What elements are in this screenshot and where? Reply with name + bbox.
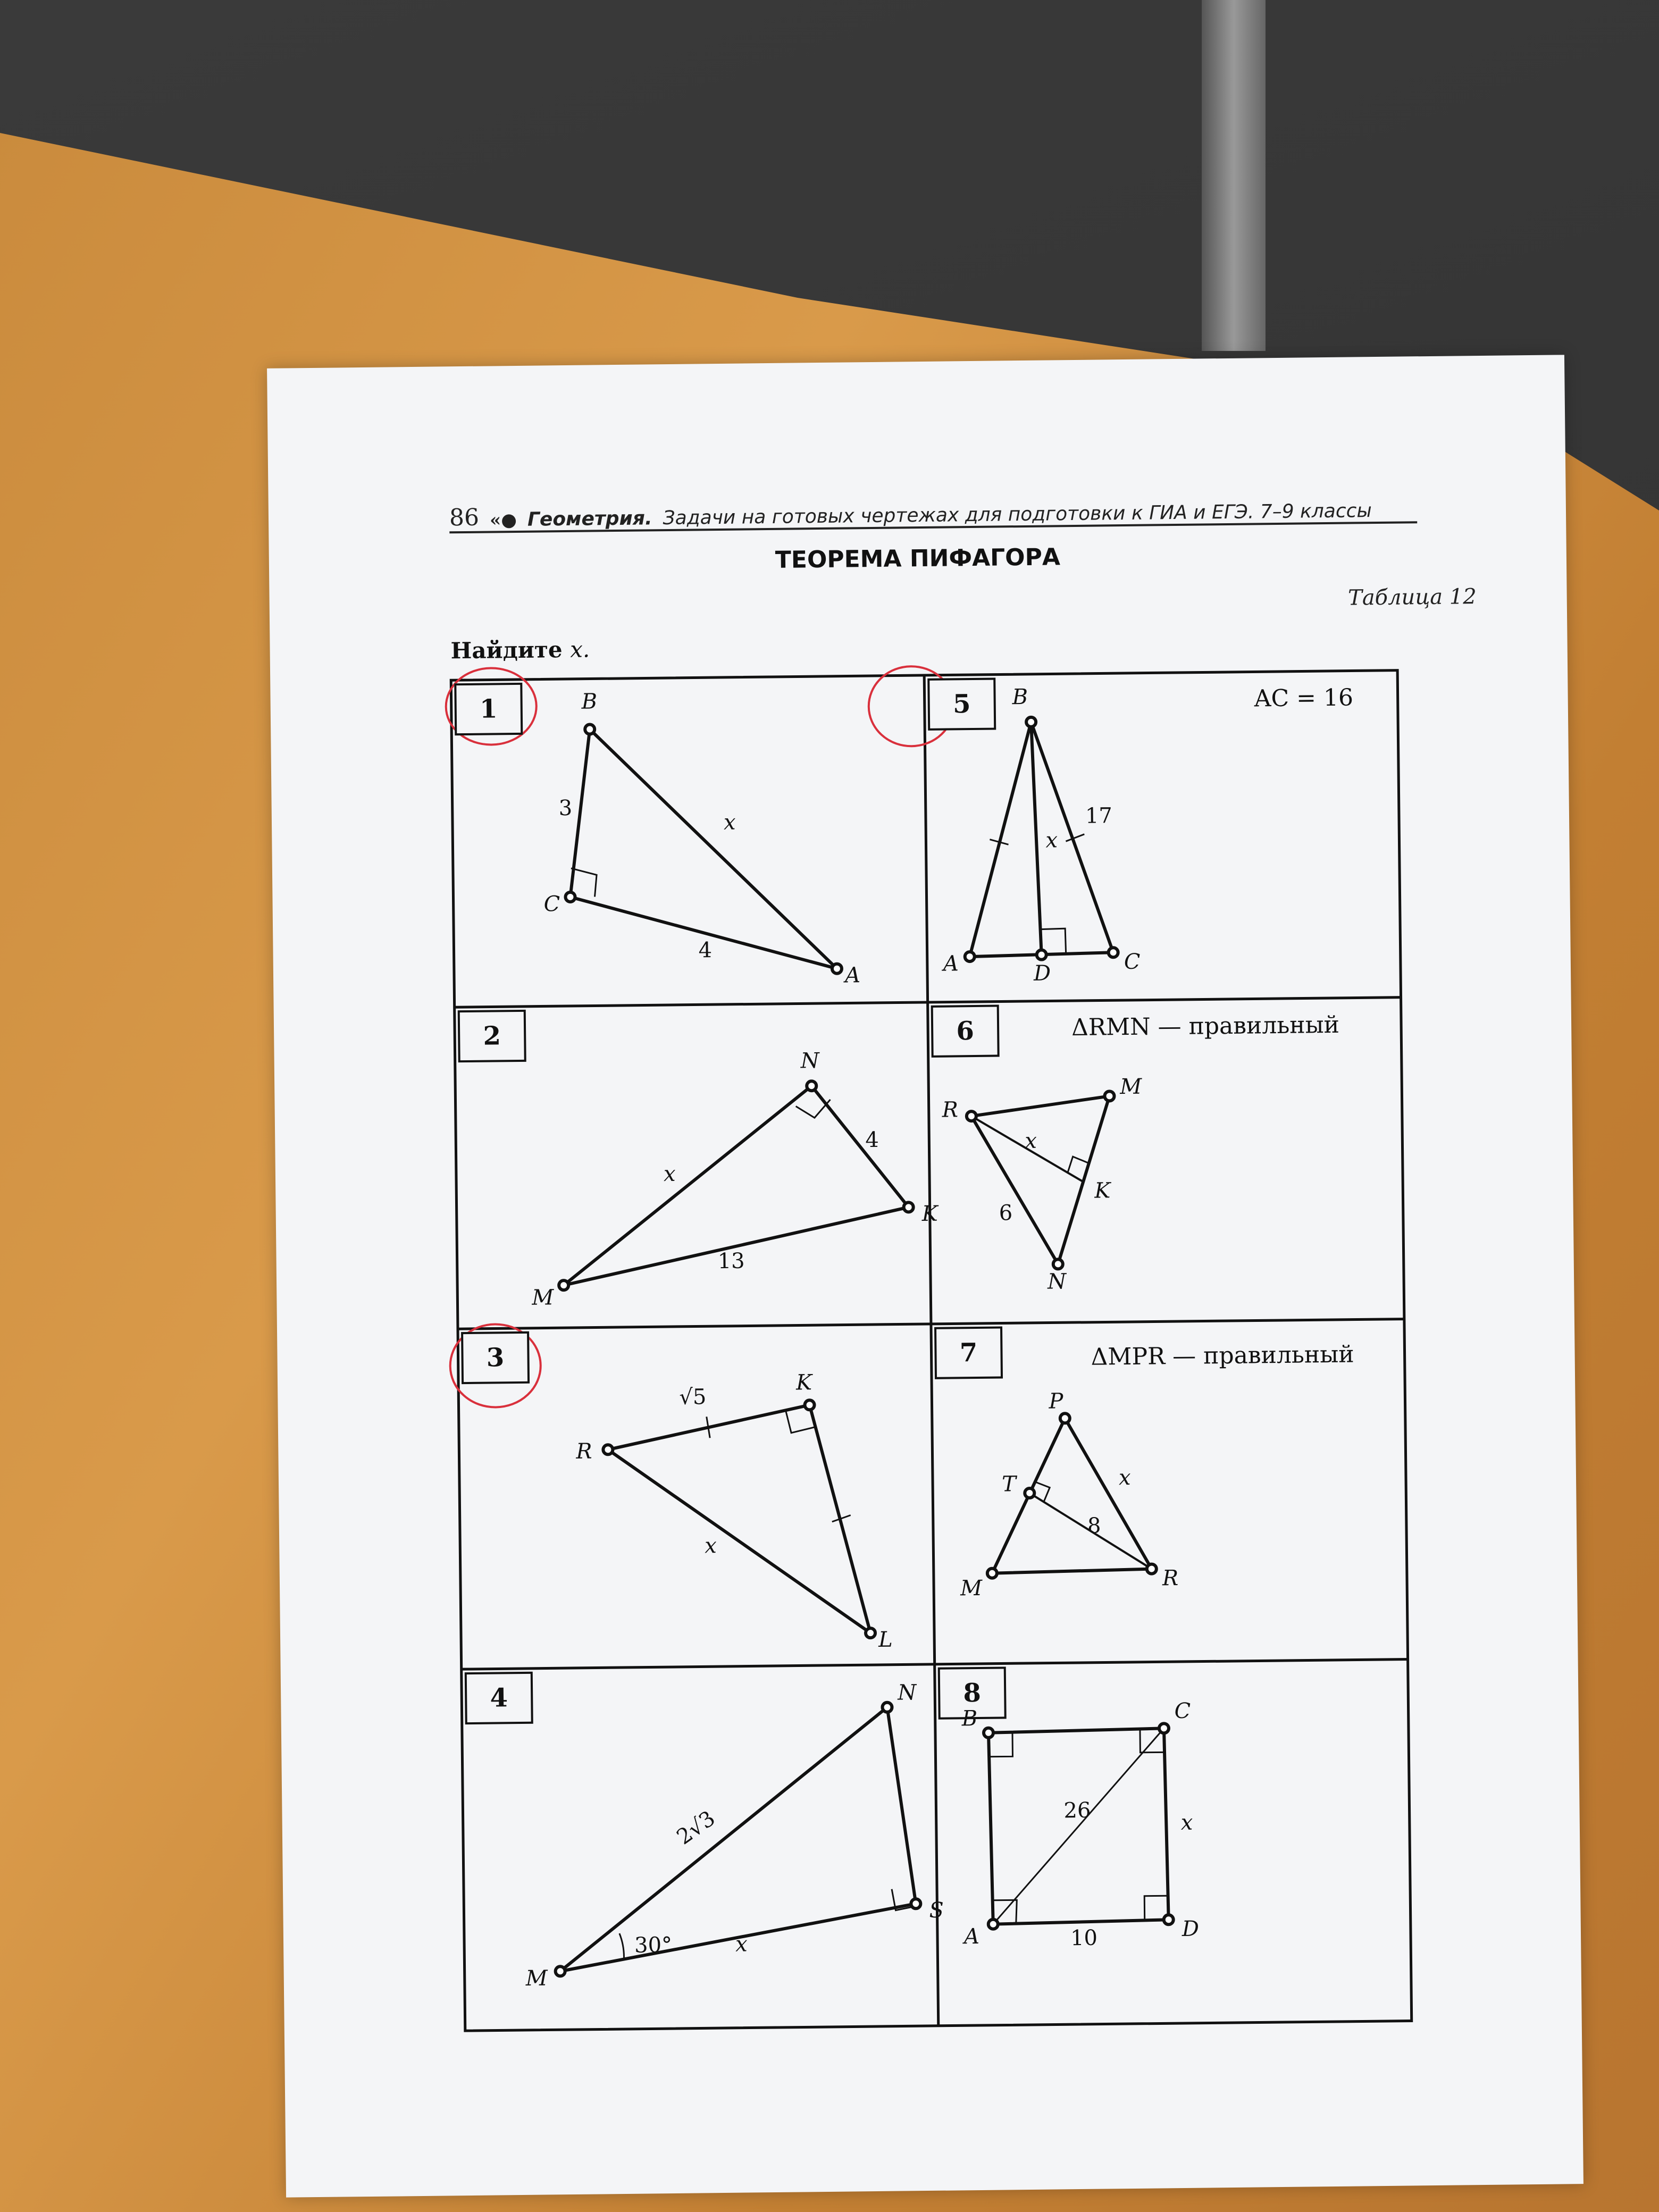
figure-6-triangle	[966, 1091, 1116, 1270]
p5-vertex-c: C	[1124, 949, 1141, 975]
p1-vertex-c: C	[543, 892, 560, 917]
p6-vertex-n: N	[1047, 1269, 1067, 1294]
book-subject: Геометрия.	[527, 507, 652, 531]
worksheet-page	[267, 355, 1583, 2197]
p7-side: x	[1118, 1465, 1131, 1490]
problem-number-3: 3	[461, 1331, 530, 1384]
p4-vertex-s: S	[929, 1898, 944, 1923]
p8-diagonal: 26	[1063, 1798, 1091, 1823]
problem-number-6: 6	[931, 1005, 1000, 1058]
p7-vertex-r: R	[1162, 1566, 1179, 1591]
figure-3-triangle	[602, 1400, 875, 1640]
p5-vertex-b: B	[1012, 684, 1028, 710]
problem-5-condition: AC = 16	[1254, 684, 1354, 713]
p6-vertex-k: K	[1094, 1178, 1111, 1203]
problem-number-2: 2	[458, 1010, 526, 1062]
p3-side-rl: x	[705, 1534, 717, 1559]
p3-vertex-r: R	[576, 1439, 592, 1464]
p2-side-nk: 4	[865, 1127, 879, 1153]
p7-height: 8	[1087, 1513, 1101, 1538]
p2-vertex-k: K	[921, 1201, 938, 1227]
figure-8-rectangle	[984, 1723, 1174, 1929]
p1-vertex-b: B	[581, 689, 598, 714]
p8-side-ad: 10	[1070, 1925, 1098, 1951]
p8-vertex-c: C	[1174, 1698, 1191, 1724]
book-subtitle: Задачи на готовых чертежах для подготовки к ГИА и ЕГЭ. 7–9 классы	[663, 500, 1372, 530]
p5-side-bc: 17	[1085, 803, 1113, 828]
figure-5-triangle	[962, 716, 1118, 961]
page-title: ТЕОРЕМА ПИФАГОРА	[775, 543, 1061, 574]
p4-side-mn: 2√3	[672, 1806, 720, 1850]
p4-vertex-n: N	[897, 1680, 917, 1705]
p6-vertex-m: M	[1120, 1074, 1142, 1100]
p5-height: x	[1045, 828, 1058, 853]
problem-7-condition: ΔMPR — правильный	[1091, 1340, 1354, 1371]
problem-number-8: 8	[938, 1666, 1007, 1719]
problem-number-1: 1	[454, 683, 523, 735]
p1-vertex-a: A	[844, 963, 861, 988]
p5-vertex-d: D	[1033, 961, 1051, 986]
p6-vertex-r: R	[942, 1097, 959, 1122]
p2-vertex-n: N	[800, 1049, 819, 1074]
p7-vertex-p: P	[1049, 1389, 1063, 1414]
p2-side-mn: x	[663, 1161, 676, 1187]
problem-number-5: 5	[927, 678, 996, 731]
p2-vertex-m: M	[532, 1285, 554, 1310]
p2-side-mk: 13	[717, 1249, 745, 1274]
p5-vertex-a: A	[943, 951, 959, 976]
p3-vertex-k: K	[795, 1370, 812, 1395]
p6-side-rn: 6	[999, 1201, 1013, 1226]
p7-vertex-m: M	[960, 1576, 983, 1601]
p7-vertex-t: T	[1001, 1472, 1017, 1497]
p3-vertex-l: L	[878, 1627, 893, 1652]
problem-number-4: 4	[465, 1672, 533, 1724]
p3-side-rk: √5	[679, 1385, 707, 1410]
p8-vertex-b: B	[961, 1706, 978, 1731]
p8-vertex-d: D	[1182, 1916, 1200, 1942]
p1-side-bc: 3	[558, 795, 573, 821]
problem-6-condition: ΔRMN — правильный	[1071, 1011, 1340, 1042]
p4-vertex-m: M	[525, 1966, 548, 1991]
p4-angle: 30°	[634, 1933, 673, 1958]
p1-side-ca: 4	[698, 938, 713, 963]
page-number: 86	[449, 504, 480, 532]
chair-leg	[1202, 0, 1266, 351]
p8-side-cd: x	[1180, 1810, 1193, 1836]
header-bullets: «●	[489, 509, 517, 531]
instruction-variable: x.	[569, 636, 590, 663]
p8-vertex-a: A	[963, 1924, 980, 1949]
instruction-text: Найдите	[450, 636, 563, 664]
p4-side-ms: x	[735, 1932, 748, 1957]
p6-height: x	[1025, 1128, 1037, 1154]
p1-hypotenuse: x	[723, 810, 736, 835]
problem-number-7: 7	[934, 1326, 1003, 1379]
table-label: Таблица 12	[1347, 584, 1477, 610]
problem-grid	[267, 355, 1583, 2197]
